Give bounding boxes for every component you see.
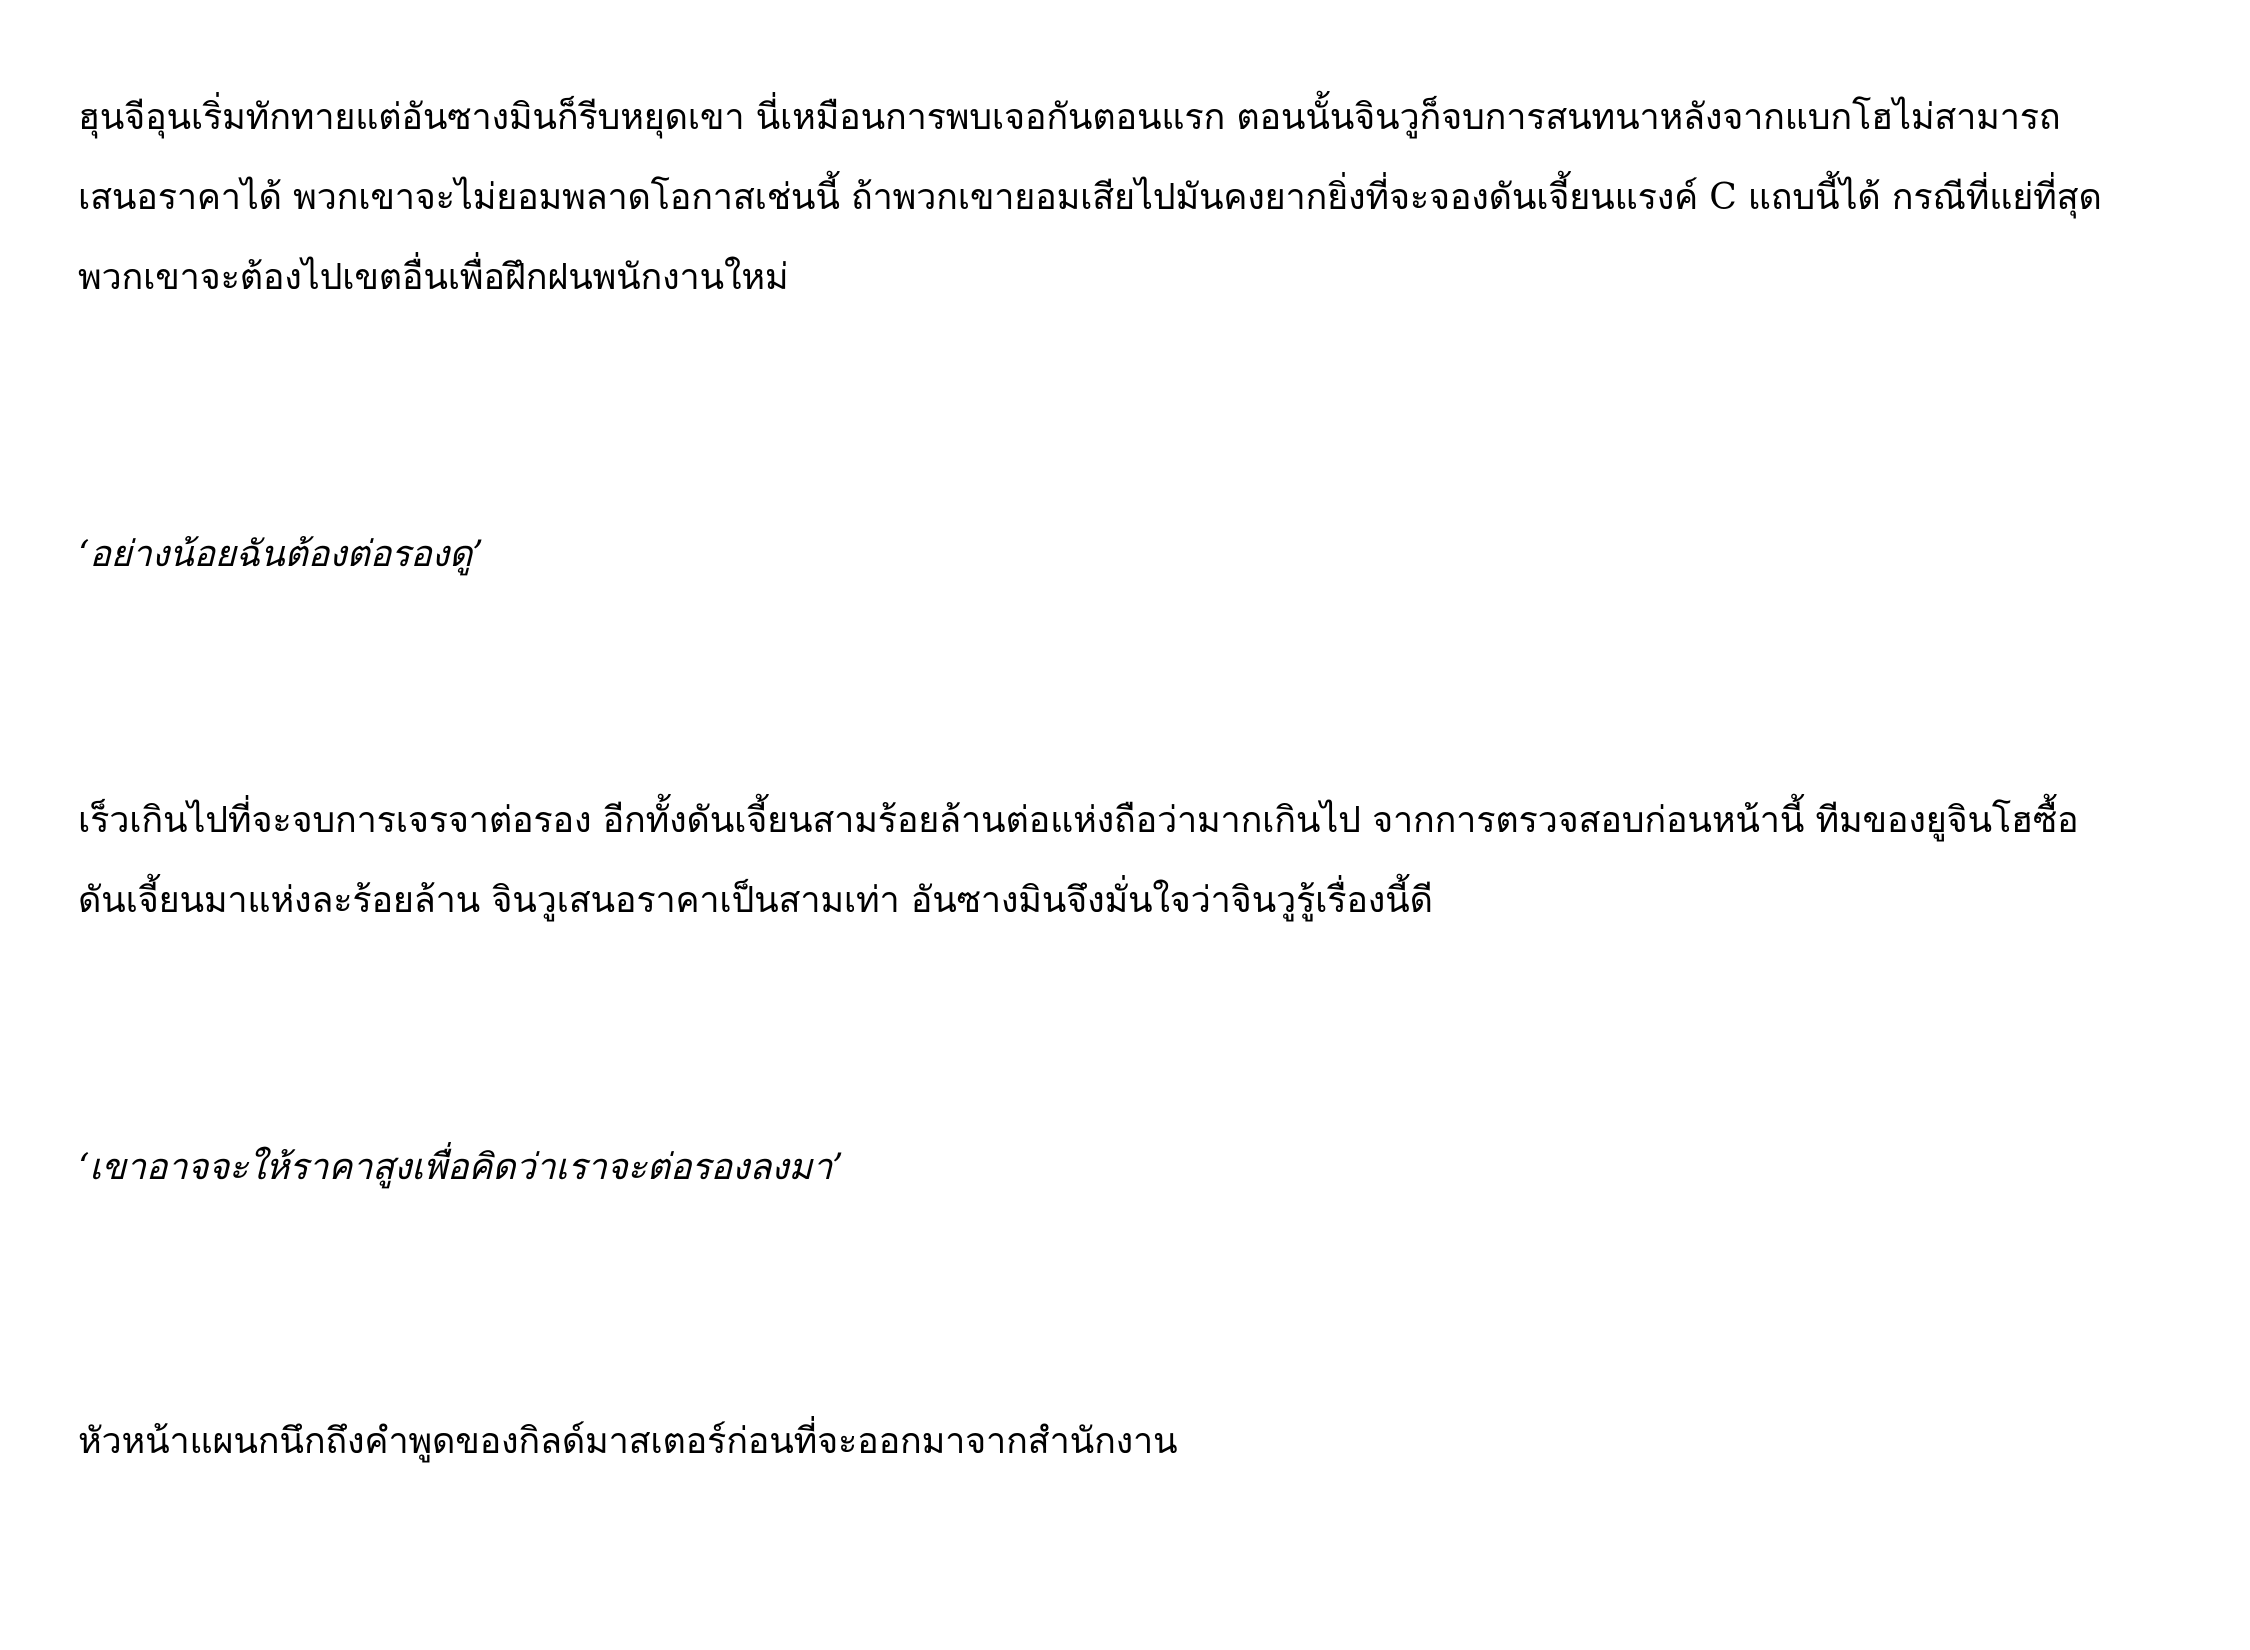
text-line: ฮุนจีอุนเริ่มทักทายแต่อันซางมินก็รีบหยุดเขา นี่เหมือนการพบเจอกันตอนแรก ตอนนั้นจินวูก็จบการสนทนาหลังจากแบกโฮไม่สามารถ (78, 97, 2061, 138)
paragraph-narration-3 (78, 1402, 2188, 1482)
paragraph-narration-1 (78, 78, 2188, 318)
text-line: เร็วเกินไปที่จะจบการเจรจาต่อรอง อีกทั้งดันเจี้ยนสามร้อยล้านต่อแห่งถือว่ามากเกินไป จากการตรวจสอบก่อนหน้านี้ ทีมของยูจินโฮซื้อ (78, 800, 2079, 841)
paragraph-narration-2 (78, 781, 2188, 941)
text-line: ‘เขาอาจจะให้ราคาสูงเพื่อคิดว่าเราจะต่อรองลงมา’ (78, 1147, 844, 1188)
text-line: พวกเขาจะต้องไปเขตอื่นเพื่อฝึกฝนพนักงานใหม่ (78, 257, 789, 298)
paragraph-thought-2 (78, 1128, 2188, 1208)
text-line: เสนอราคาได้ พวกเขาจะไม่ยอมพลาดโอกาสเช่นนี้ ถ้าพวกเขายอมเสียไปมันคงยากยิ่งที่จะจองดันเจี้ยนแรงค์ C แถบนี้ได้ กรณีที่แย่ที่สุด (78, 177, 2102, 218)
text-line: ‘อย่างน้อยฉันต้องต่อรองดู’ (78, 534, 484, 575)
text-line: ดันเจี้ยนมาแห่งละร้อยล้าน จินวูเสนอราคาเป็นสามเท่า อันซางมินจึงมั่นใจว่าจินวูรู้เรื่องนี้ดี (78, 880, 1433, 921)
text-line: หัวหน้าแผนกนึกถึงคำพูดของกิลด์มาสเตอร์ก่อนที่จะออกมาจากสำนักงาน (78, 1421, 1178, 1462)
paragraph-thought-1 (78, 515, 2188, 595)
